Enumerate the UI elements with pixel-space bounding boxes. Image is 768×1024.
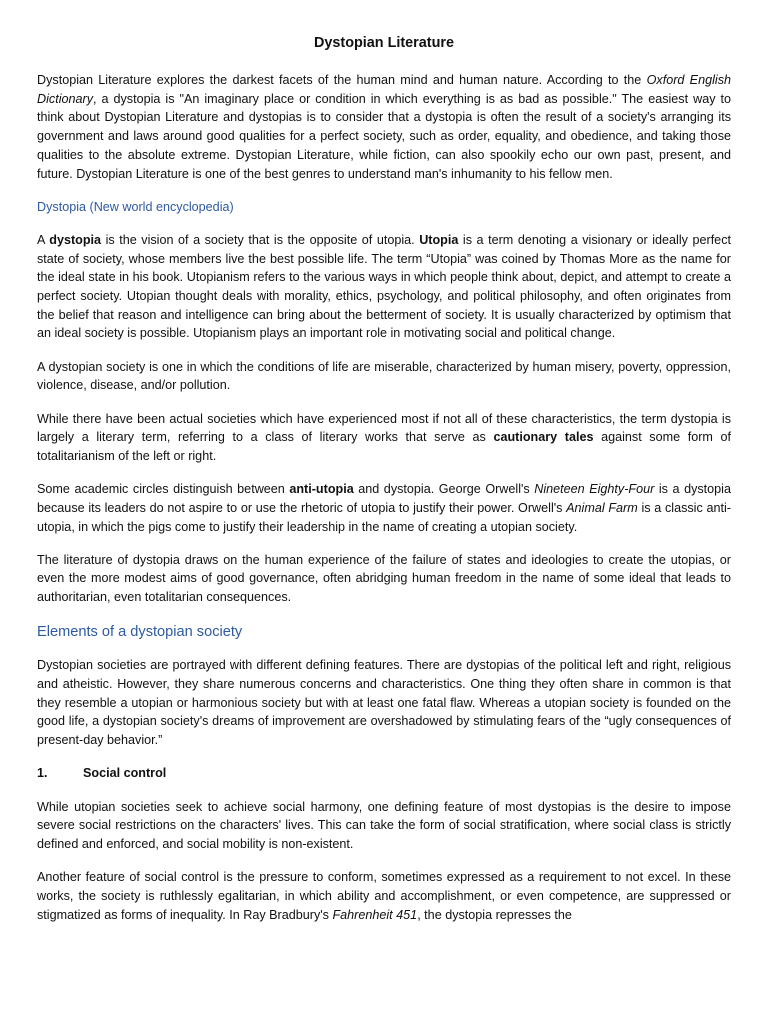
italic-text: Nineteen Eighty-Four — [534, 482, 655, 497]
text-run: While there have been actual societies which have experienced most if not all of these characteristics, the term dystopia is largely a literary term, referring to a class of literary works that serve as — [37, 411, 731, 445]
italic-text: Animal Farm — [566, 500, 638, 515]
paragraph — [37, 551, 731, 607]
text-run: , the dystopia represses the — [417, 907, 572, 922]
document-page — [37, 32, 731, 939]
paragraph — [37, 868, 731, 924]
italic-text: Fahrenheit 451 — [332, 907, 418, 922]
text-run: While utopian societies seek to achieve social harmony, one defining feature of most dystopias is the desire to impose severe social restrictions on the characters' lives. This can take the form of social stratification, where social class is strictly defined and enforced, and social mobility is non-existent. — [37, 799, 731, 851]
text-run: is the vision of a society that is the opposite of utopia. — [101, 232, 420, 247]
bold-text: cautionary tales — [493, 430, 594, 445]
paragraph — [37, 656, 731, 750]
text-run: , a dystopia is "An imaginary place or condition in which everything is as bad as possible." The easiest way to think about Dystopian Literature and dystopias is to consider that a dystopia is often the result of a society's arranging its government and laws around good qualities for a perfect society, such as order, equality, and obedience, and taking those qualities to the absolute extreme. Dystopian Literature, while fiction, can also spookily echo our own past, present, and future. Dystopian Literature is one of the best genres to understand man's inhumanity to his fellow men. — [37, 91, 731, 181]
italic-text: Oxford English Dictionary — [37, 73, 731, 106]
bold-text: Utopia — [419, 232, 459, 247]
text-run: Another feature of social control is the pressure to conform, sometimes expressed as a requirement to not excel. In these works, the society is ruthlessly egalitarian, in which ability and accomplishment, or even competence, are suppressed or stigmatized as forms of inequality. In Ray Bradbury's — [37, 870, 731, 922]
text-run: A dystopian society is one in which the conditions of life are miserable, characterized by human misery, poverty, oppression, violence, disease, and/or pollution. — [37, 359, 731, 393]
section-heading: Elements of a dystopian society — [37, 624, 243, 641]
bold-text: dystopia — [49, 232, 102, 247]
text-run: against some form of totalitarianism of the left or right. — [37, 430, 732, 463]
list-label: Social control — [83, 766, 167, 781]
text-run: Dystopian societies are portrayed with different defining features. There are dystopias of the political left and right, religious and atheistic. However, they share numerous concerns and characteristics. One thing they often share in common is that they resemble a utopian or harmonious society but with at least one fatal flaw. Whereas a utopian society is founded on the good life, a dystopian society's dreams of improvement are overshadowed by stimulating fears of the “ugly consequences of present-day behavior.” — [37, 658, 731, 748]
text-run: A — [37, 232, 50, 247]
text-run: Some academic circles distinguish between — [37, 482, 290, 497]
paragraph — [37, 798, 731, 854]
source-subheading: Dystopia (New world encyclopedia) — [37, 199, 234, 214]
text-run: and dystopia. George Orwell's — [353, 482, 535, 497]
paragraph — [37, 410, 731, 466]
paragraph — [37, 71, 731, 183]
document-title: Dystopian Literature — [314, 35, 454, 51]
list-number: 1. — [37, 766, 48, 781]
text-run: The literature of dystopia draws on the human experience of the failure of states and ideologies to create the utopias, or even the more modest aims of good governance, often abridging human freedom in the name of some ideal that leads to authoritarian, even totalitarian consequences. — [37, 552, 731, 605]
social-control-section — [37, 798, 731, 925]
text-run: is a classic anti-utopia, in which the pigs come to justify their leadership in the name of creating a utopian society. — [37, 500, 731, 534]
text-run: is a dystopia because its leaders do not aspire to or use the rhetoric of utopia to justify their power. Orwell's — [37, 482, 731, 515]
list-heading-social-control — [37, 764, 731, 783]
paragraph — [37, 358, 731, 395]
elements-section — [37, 656, 731, 750]
intro-section — [37, 71, 731, 183]
encyclopedia-section — [37, 231, 731, 607]
text-run: Dystopian Literature explores the darkest facets of the human mind and human nature. According to the — [37, 73, 647, 87]
text-run: is a term denoting a visionary or ideally perfect state of society, whose members live the best possible life. The term “Utopia” was coined by Thomas More as the name for the ideal state in his book. Utopianism refers to the various ways in which people think about, depict, and attempt to create a perfect society. Utopian thought deals with morality, ethics, psychology, and political philosophy, and often originates from the belief that reason and intelligence can bring about the betterment of society. It is usually characterized by optimism that an ideal society is possible. Utopianism plays an important role in motivating social and political change. — [37, 232, 731, 341]
paragraph — [37, 480, 731, 536]
bold-text: anti-utopia — [289, 482, 354, 497]
paragraph — [37, 231, 731, 343]
